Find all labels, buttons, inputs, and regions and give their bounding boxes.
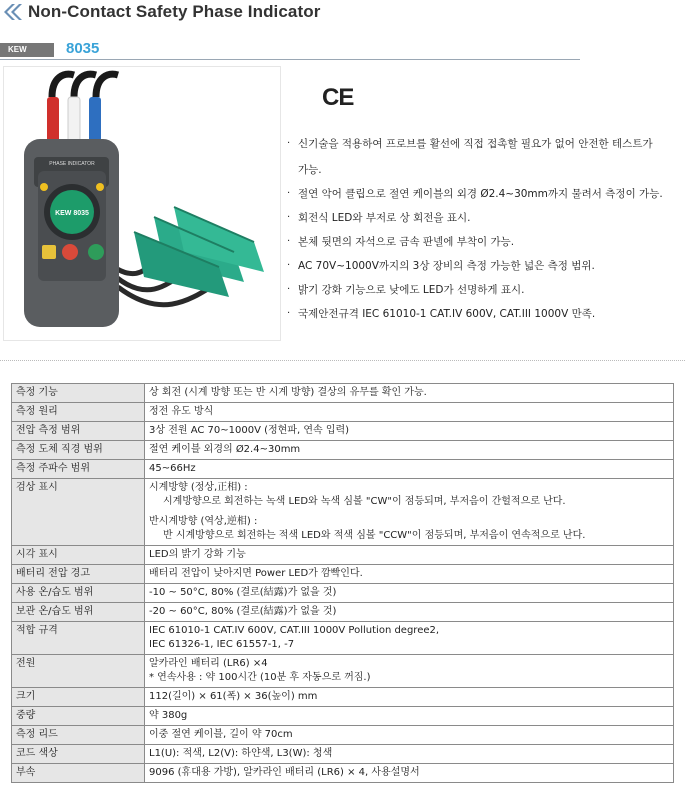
- spec-value: 45~66Hz: [145, 460, 674, 479]
- brand-badge: KEW: [0, 43, 54, 57]
- spec-key: 사용 온/습도 범위: [12, 584, 145, 603]
- model-bar: [0, 40, 580, 60]
- table-row: [12, 764, 674, 783]
- list-item: · AC 70V~1000V까지의 3상 장비의 측정 가능한 넓은 측정 범위.: [287, 260, 595, 272]
- spec-value: 3상 전원 AC 70~1000V (정현파, 연속 입력): [145, 422, 674, 441]
- product-image: [3, 66, 281, 341]
- table-row: [12, 584, 674, 603]
- spec-value: 9096 (휴대용 가방), 알카라인 배터리 (LR6) × 4, 사용설명서: [145, 764, 674, 783]
- spec-value: 절연 케이블 외경의 Ø2.4~30mm: [145, 441, 674, 460]
- spec-key: 배터리 전압 경고: [12, 565, 145, 584]
- list-item: · 신기술을 적용하여 프로브를 활선에 직접 접촉할 필요가 없어 안전한 테스트가 가능.: [287, 138, 653, 176]
- table-row: [12, 688, 674, 707]
- double-chevron-icon: [2, 2, 24, 22]
- spec-value: 정전 유도 방식: [145, 403, 674, 422]
- spec-key: 코드 색상: [12, 745, 145, 764]
- ce-mark: CE: [322, 84, 354, 111]
- list-item: · 국제안전규격 IEC 61010-1 CAT.IV 600V, CAT.III 1000V 만족.: [287, 308, 596, 320]
- standard-line: IEC 61010-1 CAT.IV 600V, CAT.III 1000V Pollution degree2,: [149, 625, 440, 636]
- spec-key: 적합 규격: [12, 622, 145, 655]
- spec-key: 시각 표시: [12, 546, 145, 565]
- power-note: * 연속사용 : 약 100시간 (10분 후 자동으로 꺼짐.): [149, 672, 371, 683]
- table-row: [12, 479, 674, 546]
- spec-value: 112(길이) × 61(폭) × 36(높이) mm: [145, 688, 674, 707]
- spec-key: 측정 기능: [12, 384, 145, 403]
- spec-value: -20 ~ 60°C, 80% (결로(結露)가 없을 것): [145, 603, 674, 622]
- spec-key: 측정 리드: [12, 726, 145, 745]
- table-row: [12, 707, 674, 726]
- standard-line: IEC 61326-1, IEC 61557-1, -7: [149, 639, 295, 650]
- alligator-clips: [134, 207, 264, 297]
- table-row: [12, 565, 674, 584]
- table-row: [12, 745, 674, 764]
- spec-value: [145, 479, 674, 546]
- table-row: [12, 384, 674, 403]
- list-item: · 본체 뒷면의 자석으로 금속 판넬에 부착이 가능.: [287, 236, 515, 248]
- cw-heading: 시계방향 (정상,正相) :: [149, 482, 248, 493]
- spec-key: 측정 주파수 범위: [12, 460, 145, 479]
- table-row: [12, 422, 674, 441]
- table-row: [12, 460, 674, 479]
- title-bar: [0, 0, 580, 24]
- feature-list: [284, 136, 684, 330]
- list-item: · 밝기 강화 기능으로 낮에도 LED가 선명하게 표시.: [287, 284, 525, 296]
- table-row: [12, 441, 674, 460]
- table-row: [12, 546, 674, 565]
- spec-key: 부속: [12, 764, 145, 783]
- ccw-heading: 반시계방향 (역상,逆相) :: [149, 516, 258, 527]
- spec-key: 중량: [12, 707, 145, 726]
- table-row: [12, 655, 674, 688]
- spec-value: 배터리 전압이 낮아지면 Power LED가 깜빡인다.: [145, 565, 674, 584]
- table-row: [12, 622, 674, 655]
- spec-key: 보관 온/습도 범위: [12, 603, 145, 622]
- spec-value: L1(U): 적색, L2(V): 하얀색, L3(W): 청색: [145, 745, 674, 764]
- list-item: · 회전식 LED와 부저로 상 회전을 표시.: [287, 212, 471, 224]
- spec-key: 측정 원리: [12, 403, 145, 422]
- divider: [0, 360, 685, 361]
- spec-key: 전원: [12, 655, 145, 688]
- spec-value: 이중 절연 케이블, 길이 약 70cm: [145, 726, 674, 745]
- table-row: [12, 603, 674, 622]
- list-item: · 절연 악어 클립으로 절연 케이블의 외경 Ø2.4~30mm까지 물려서 측정이 가능.: [287, 188, 663, 200]
- spec-value: [145, 622, 674, 655]
- svg-text:KEW 8035: KEW 8035: [55, 210, 89, 217]
- power-line: 알카라인 배터리 (LR6) ×4: [149, 658, 268, 669]
- spec-value: -10 ~ 50°C, 80% (결로(結露)가 없을 것): [145, 584, 674, 603]
- model-number: 8035: [66, 40, 100, 57]
- spec-key: 측정 도체 직경 범위: [12, 441, 145, 460]
- spec-table: [11, 383, 674, 783]
- phase-indicator-illustration: [4, 67, 280, 340]
- spec-key: 전압 측정 범위: [12, 422, 145, 441]
- spec-value: 상 회전 (시계 방향 또는 반 시계 방향) 결상의 유무를 확인 가능.: [145, 384, 674, 403]
- spec-value: LED의 밝기 강화 기능: [145, 546, 674, 565]
- svg-text:PHASE INDICATOR: PHASE INDICATOR: [49, 161, 95, 167]
- spec-key: 크기: [12, 688, 145, 707]
- spec-key: 검상 표시: [12, 479, 145, 546]
- page-title: Non-Contact Safety Phase Indicator: [28, 2, 321, 21]
- spec-value: [145, 655, 674, 688]
- spec-value: 약 380g: [145, 707, 674, 726]
- cw-description: 시계방향으로 회전하는 녹색 LED와 녹색 심볼 "CW"이 점등되며, 부저음이 간헐적으로 난다.: [163, 496, 566, 507]
- table-row: [12, 726, 674, 745]
- table-row: [12, 403, 674, 422]
- ccw-description: 반 시계방향으로 회전하는 적색 LED와 적색 심볼 "CCW"이 점등되며, 부저음이 연속적으로 난다.: [163, 530, 586, 541]
